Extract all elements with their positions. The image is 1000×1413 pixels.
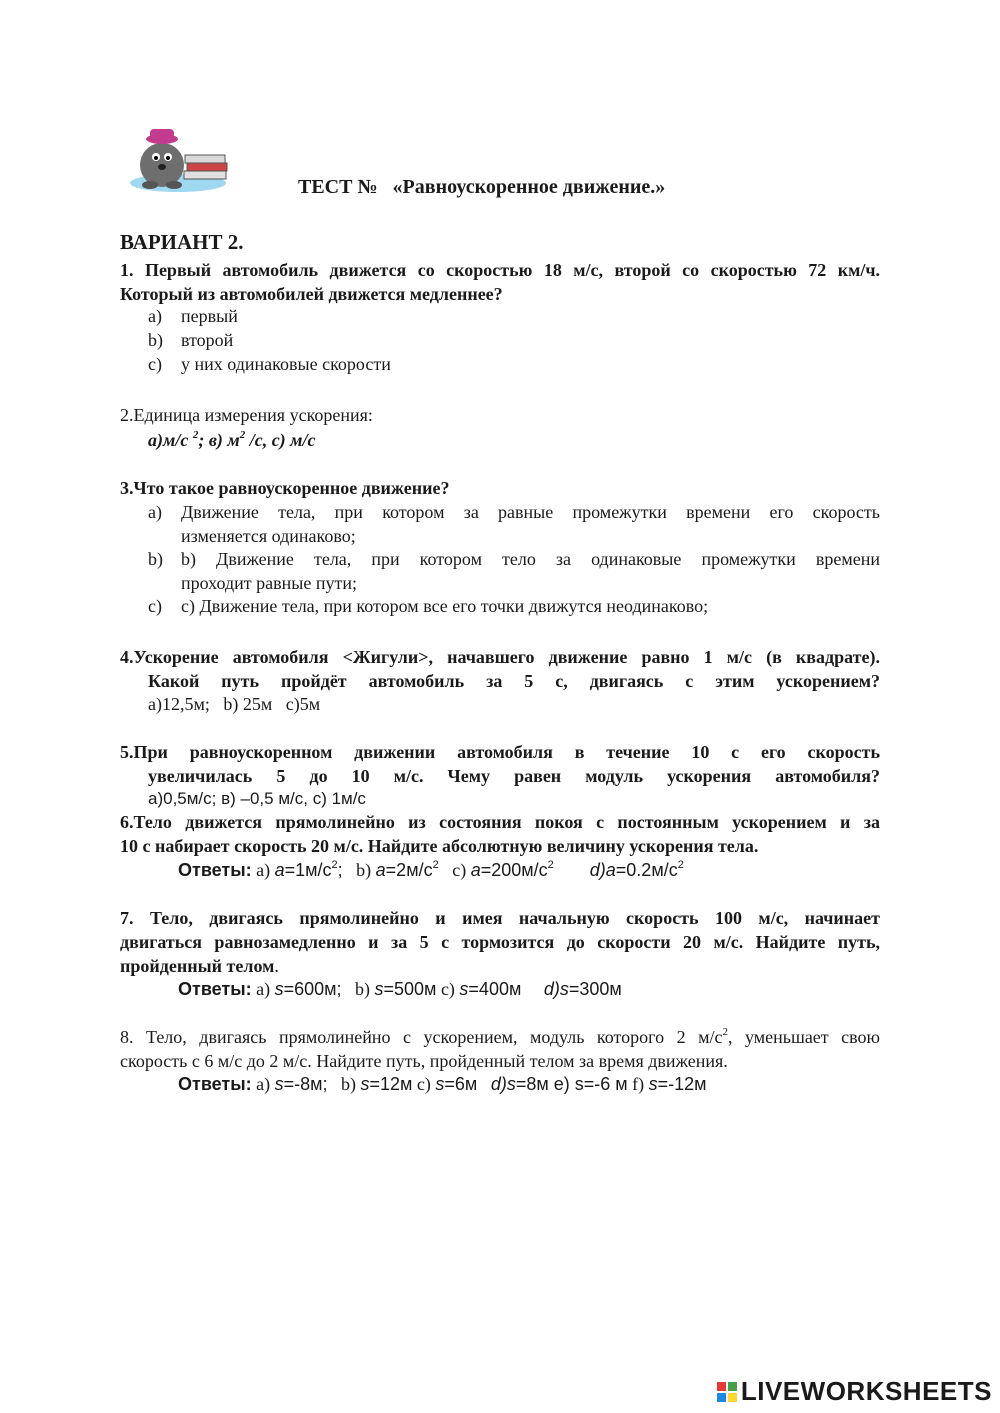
question-8: 8. Тело, двигаясь прямолинейно с ускорением, модуль которого 2 $м/с^2$, уменьшает свою скорость с 6 м/с до 2 м/с. Найдите путь, пройденный телом за время движения. [120,1026,880,1071]
mole-with-books-icon [130,125,230,195]
logo-squares-icon [717,1382,737,1402]
worksheet-page: ТЕСТ № «Равноускоренное движение.» ВАРИАНТ 2. 1. Первый автомобиль движется со скоростью 18 м/с, второй со скоростью 72 км/ч. Который из автомобилей движется медленнее? a) первый b) второй c) у них одинаковые скорости 2.Единица измерения ускорения: а)м/с $^2$; в) $м^2$ /с, с) м/с 3.Что такое равноускоренное движение? a) Движение тела, при котором за равные промежутки времени его скорость изменяется одинаково; b) b) Движение тела, при котором тело за одинаковые промежутки времени проходит равные пути; c) с) Движение тела, при котором все его точки движутся неодинаково; 4.Ускорение автомобиля <Жигули>, начавшего движение равно 1 м/с (в квадрате). Какой путь пройдёт автомобиль за 5 с, двигаясь с этим ускорением? а)12,5м; b) 25м с)5м 5.При равноускоренном движении автомобиля в течение 10 с его скорость увеличилась 5 до 10 м/с. Чему равен модуль ускорения автомобиля? а)0,5м/с; в) –0,5 м/с, с) 1м/с 6.Тело движется прямолинейно из состояния покоя с постоянным ускорением и за 10 с набирает скорость 20 м/с. Найдите абсолютную величину ускорения тела. Ответы: a) $a=1м/с^2$; b) $a=2м/с^2$ c) $a=200м/с^2$ $d)a=0.2м/с^2$ 7. Тело, двигаясь прямолинейно и имея начальную скорость 100 м/с, начинает двигаться равнозамедленно и за 5 с тормозится до скорости 20 м/с. Найдите путь, пройденный телом. Ответы: a) s=600м; b) s=500м c) s=400м d)s=300м 8. Тело, двигаясь прямолинейно с ускорением, модуль которого 2 $м/с^2$, уменьшает свою скорость с 6 м/с до 2 м/с. Найдите путь, пройденный телом за время движения. Ответы: a) s=-8м; b) s=12м c) s=6м d)s=8м e) s=-6 м f) s=-12м LIVEWORKSHEETS [0,0,1000,1413]
q6-answers: Ответы: a) $a=1м/с^2$; b) $a=2м/с^2$ c) $a=200м/с^2$ $d)a=0.2м/с^2$ [178,859,684,880]
question-2: 2.Единица измерения ускорения: [120,405,373,425]
q8-answers: Ответы: a) s=-8м; b) s=12м c) s=6м d)s=8м e) s=-6 м f) s=-12м [178,1074,707,1094]
question-4: 4.Ускорение автомобиля <Жигули>, начавшего движение равно 1 м/с (в квадрате). Какой путь пройдёт автомобиль за 5 с, двигаясь с этим ускорением? [120,647,880,691]
q4-answers: а)12,5м; b) 25м с)5м [148,694,321,714]
question-7: 7. Тело, двигаясь прямолинейно и имея начальную скорость 100 м/с, начинает двигаться равнозамедленно и за 5 с тормозится до скорости 20 м/с. Найдите путь, пройденный телом. [120,908,880,976]
question-1: 1. Первый автомобиль движется со скоростью 18 м/с, второй со скоростью 72 км/ч. Который из автомобилей движется медленнее? [120,260,880,304]
question-6: 6.Тело движется прямолинейно из состояния покоя с постоянным ускорением и за 10 с набирает скорость 20 м/с. Найдите абсолютную величину ускорения тела. [120,812,880,856]
liveworksheets-logo[interactable] [717,1376,992,1407]
test-title: ТЕСТ № «Равноускоренное движение.» [298,176,666,198]
logo-text: LIVEWORKSHEETS [740,1376,992,1406]
q5-answers: а)0,5м/с; в) –0,5 м/с, с) 1м/с [148,789,366,808]
q2-options: а)м/с $^2$; в) $м^2$ /с, с) м/с [148,429,316,450]
question-3: 3.Что такое равноускоренное движение? [120,478,450,498]
q7-answers: Ответы: a) s=600м; b) s=500м c) s=400м d)s=300м [178,979,622,999]
variant-heading: ВАРИАНТ 2. [120,230,244,254]
question-5: 5.При равноускоренном движении автомобиля в течение 10 с его скорость увеличилась 5 до 10 м/с. Чему равен модуль ускорения автомобиля? [120,742,880,786]
